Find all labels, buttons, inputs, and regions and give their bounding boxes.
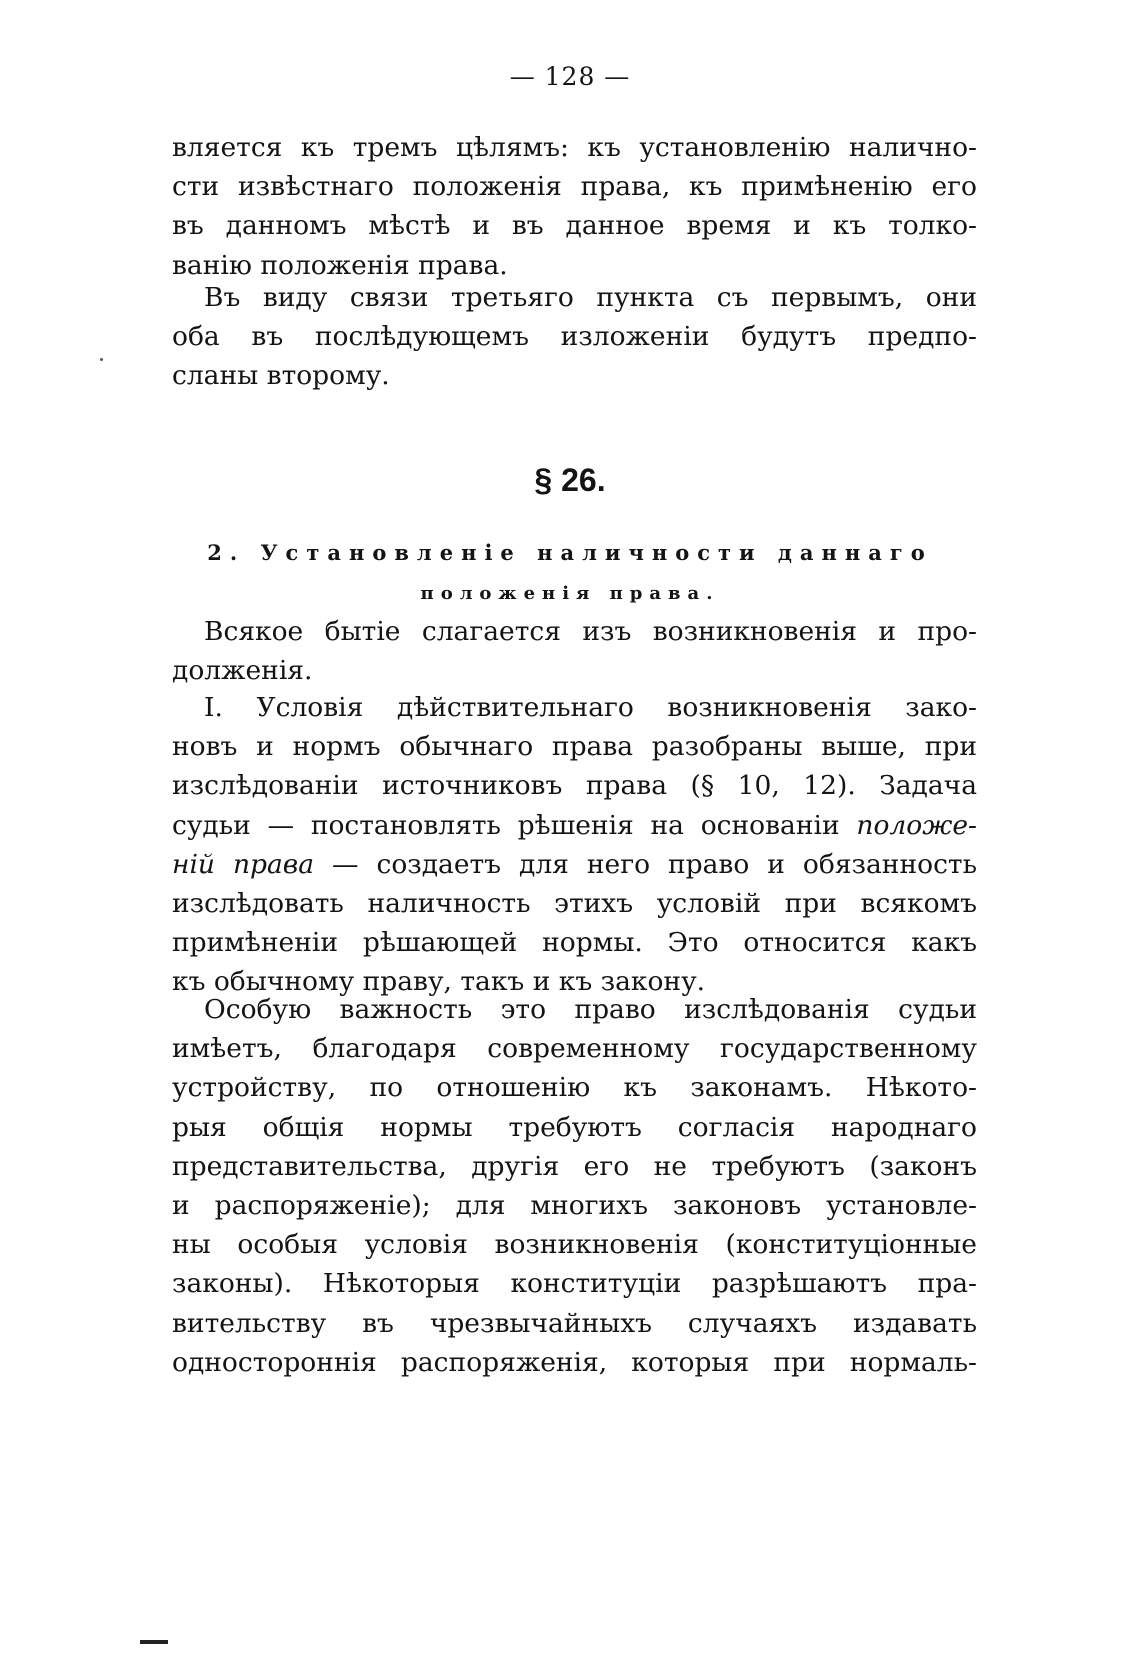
text-line: Всякое бытіе слагается изъ возникновенія и про-	[204, 616, 977, 647]
text-line: изслѣдовать наличность этихъ условій при всякомъ	[172, 887, 977, 919]
text-line: новъ и нормъ обычнаго права разобраны выше, при	[172, 731, 977, 763]
italic-term: положе-	[856, 809, 977, 841]
text-line: Особую важность это право изслѣдованія судьи	[204, 994, 977, 1025]
italic-term: ній права	[172, 848, 315, 880]
page-number: — 128 —	[509, 62, 631, 91]
text-line: въ данномъ мѣстѣ и въ данное время и къ толко-	[172, 210, 977, 242]
text-line: одностороннія распоряженія, которыя при нормаль-	[172, 1346, 977, 1378]
paragraph-importance	[172, 990, 977, 1382]
text-line: оба въ послѣдующемъ изложеніи будутъ предпо-	[172, 321, 977, 353]
text-line: устройству, по отношенію къ законамъ. Нѣкото-	[172, 1072, 977, 1104]
paragraph-continuation	[172, 128, 977, 285]
paragraph-second	[172, 278, 977, 396]
text-line: вительству въ чрезвычайныхъ случаяхъ издавать	[172, 1307, 977, 1339]
text-line-with-italic	[172, 845, 977, 884]
text-line: представительства, другія его не требуютъ (законъ	[172, 1150, 977, 1182]
text-line: законы). Нѣкоторыя конституціи разрѣшаютъ пра-	[172, 1268, 977, 1300]
text-line: Въ виду связи третьяго пункта съ первымъ, они	[204, 282, 977, 313]
text-line: вляется къ тремъ цѣлямъ: къ установленію налично-	[172, 132, 977, 163]
text-line: къ обычному праву, такъ и къ закону.	[172, 966, 706, 998]
text-line: примѣненіи рѣшающей нормы. Это относится какъ	[172, 927, 977, 959]
text-line-with-italic	[172, 806, 977, 845]
text-segment: — создаетъ для него право и обязанность	[314, 848, 977, 880]
section-title-line1: 2. Установленіе наличности даннаго	[207, 540, 933, 565]
paragraph-being	[172, 612, 977, 690]
text-line: сти извѣстнаго положенія права, къ примѣненію его	[172, 171, 977, 203]
text-line: ны особыя условія возникновенія (конституціонные	[172, 1229, 977, 1261]
text-line: I. Условія дѣйствительнаго возникновенія зако-	[204, 692, 977, 723]
text-line: имѣетъ, благодаря современному государственному	[172, 1033, 977, 1065]
text-segment: судьи — постановлять рѣшенія на основаніи	[172, 809, 857, 841]
scan-speck	[100, 358, 103, 361]
signature-mark	[140, 1640, 168, 1644]
text-line: ванію положенія права.	[172, 249, 508, 281]
paragraph-conditions	[172, 688, 977, 1002]
text-line: долженія.	[172, 655, 313, 687]
text-line: изслѣдованіи источниковъ права (§ 10, 12). Задача	[172, 770, 977, 802]
text-line: рыя общія нормы требуютъ согласія народнаго	[172, 1111, 977, 1143]
section-title-line2: положенія права.	[420, 583, 720, 604]
text-line: сланы второму.	[172, 360, 390, 392]
text-line: и распоряженіе); для многихъ законовъ установле-	[172, 1189, 977, 1221]
section-number: § 26.	[534, 462, 606, 498]
